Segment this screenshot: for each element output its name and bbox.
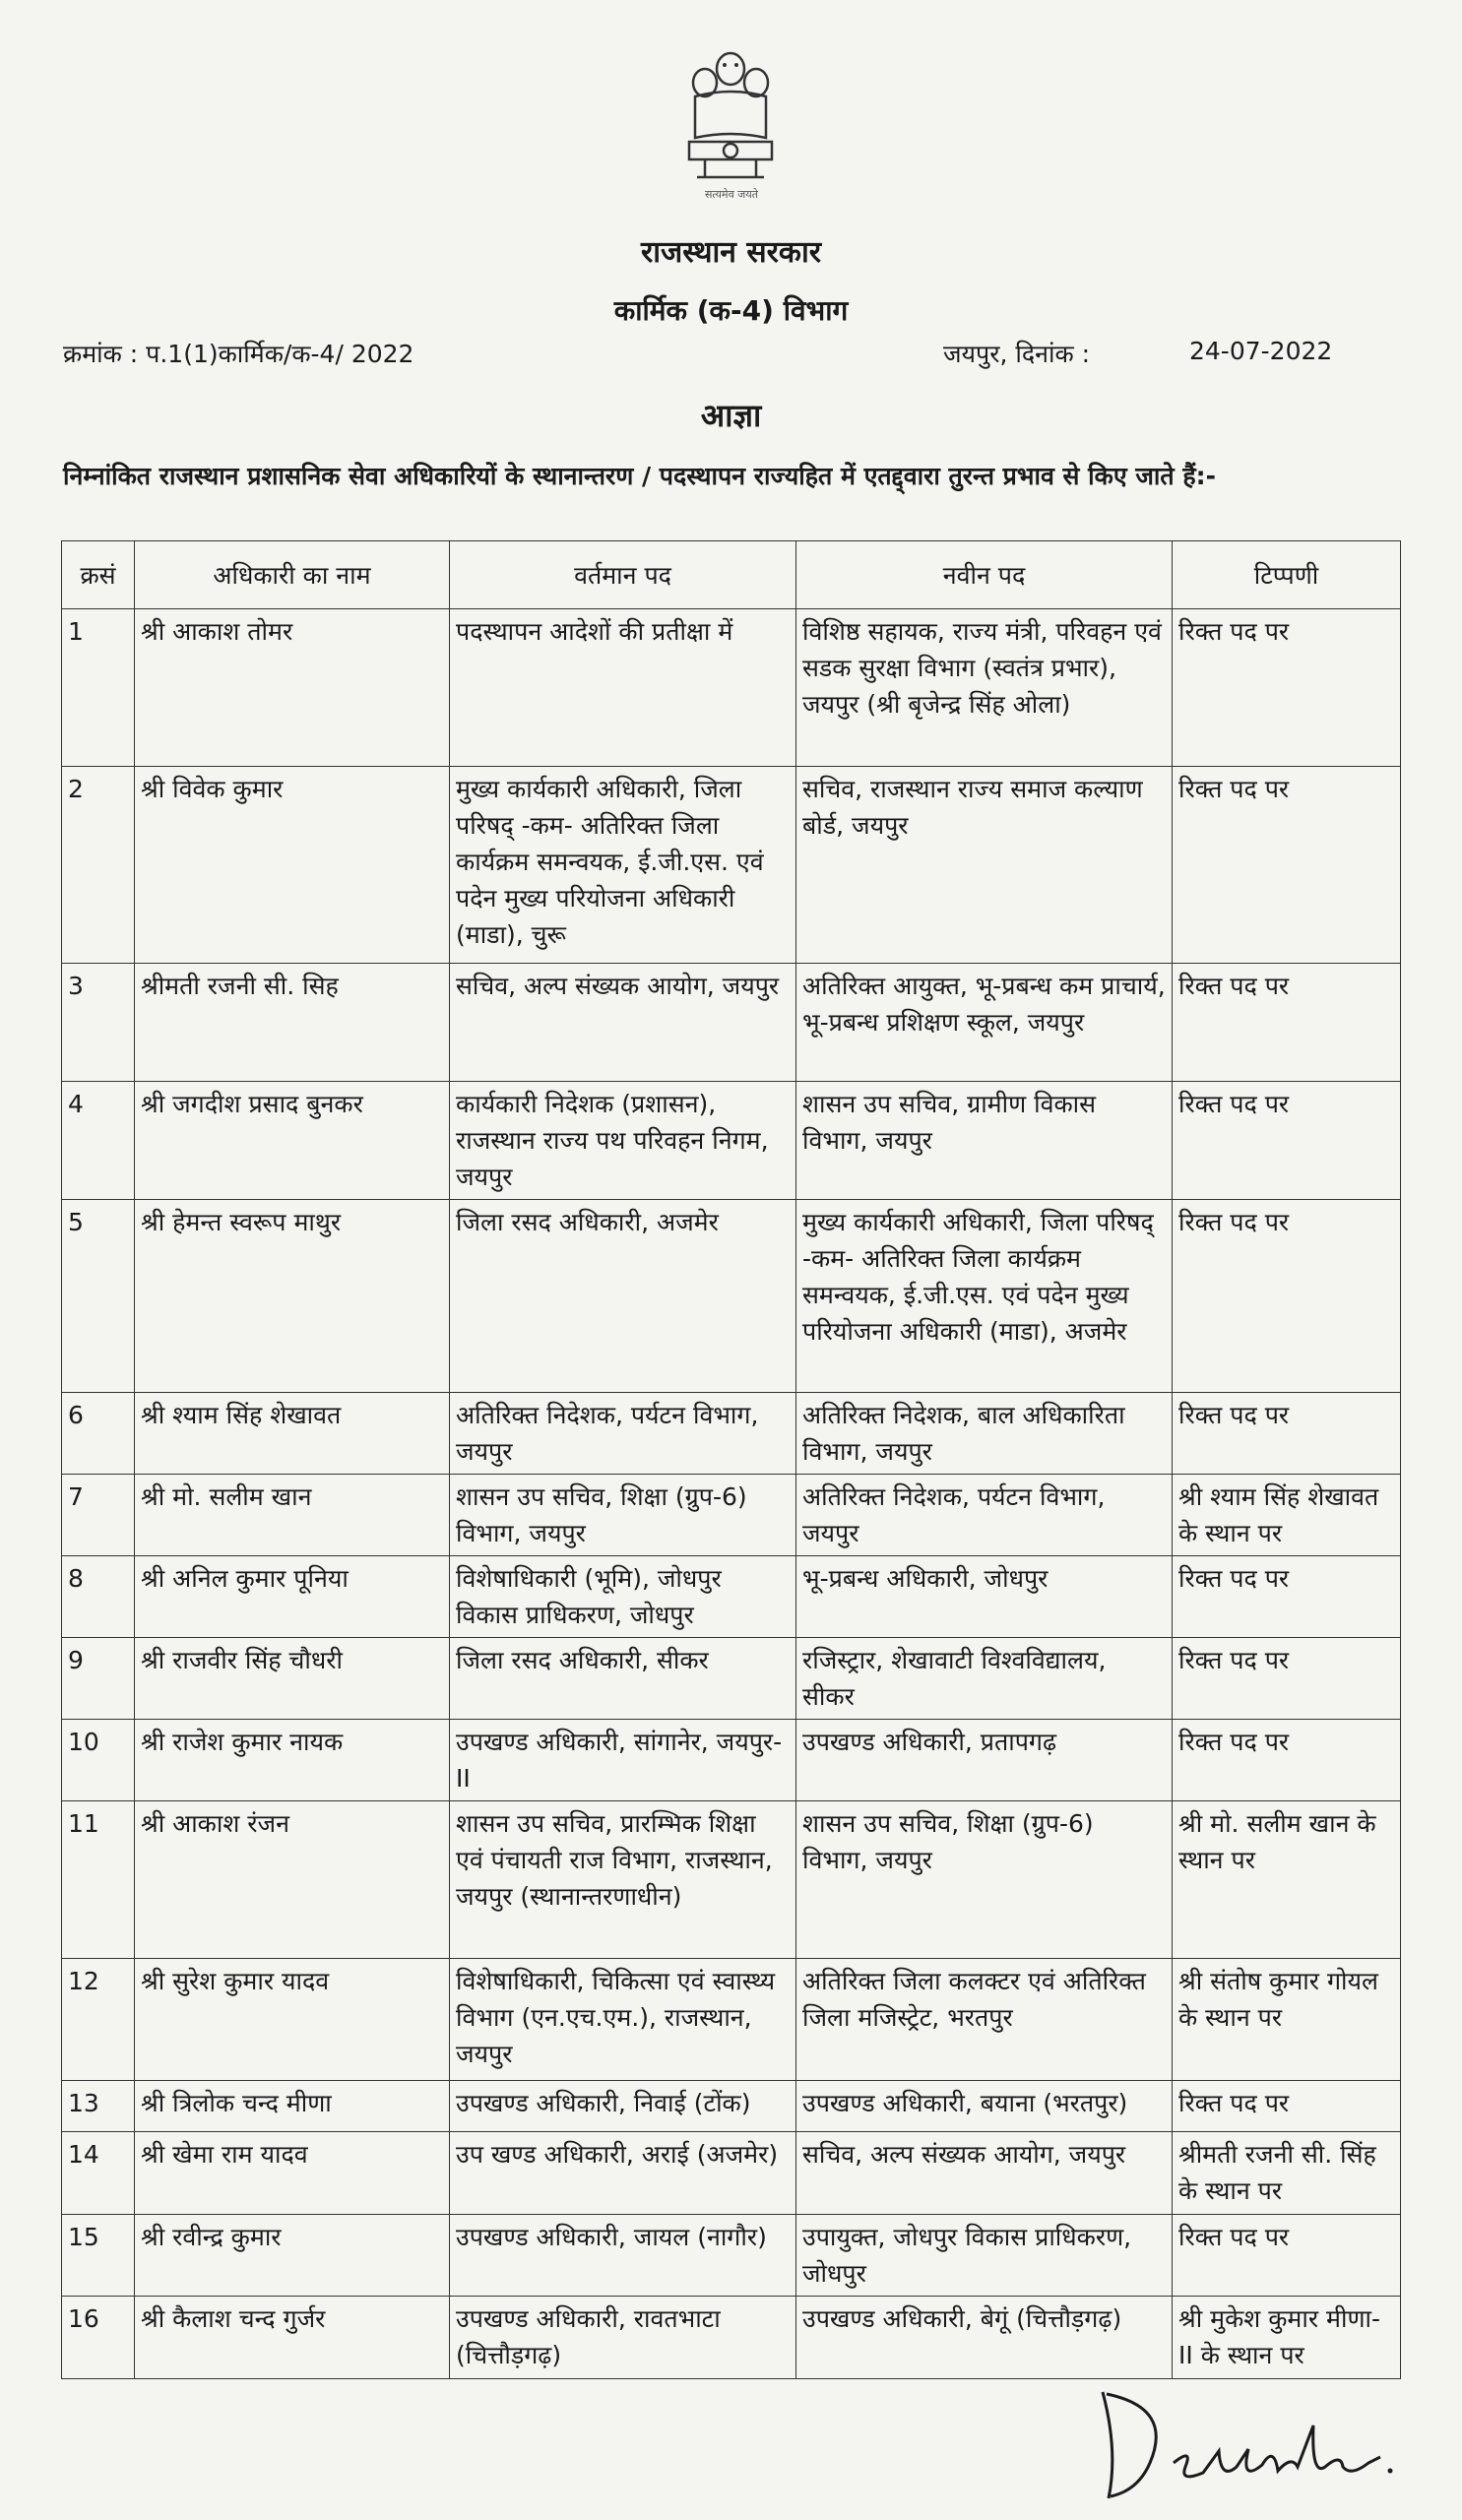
place-date-label: जयपुर, दिनांक : xyxy=(943,340,1091,368)
header-remark: टिप्पणी xyxy=(1173,541,1401,609)
cell-remark: श्री श्याम सिंह शेखावत के स्थान पर xyxy=(1173,1475,1401,1556)
cell-officer-name: श्री राजेश कुमार नायक xyxy=(135,1720,450,1801)
cell-new-post: सचिव, अल्प संख्यक आयोग, जयपुर xyxy=(796,2132,1173,2215)
cell-serial: 3 xyxy=(62,964,135,1082)
cell-serial: 2 xyxy=(62,767,135,964)
cell-current-post: सचिव, अल्प संख्यक आयोग, जयपुर xyxy=(450,964,796,1082)
table-row xyxy=(62,2215,1401,2297)
cell-current-post: जिला रसद अधिकारी, सीकर xyxy=(450,1638,796,1720)
cell-current-post: उपखण्ड अधिकारी, सांगानेर, जयपुर-II xyxy=(450,1720,796,1801)
cell-serial: 8 xyxy=(62,1556,135,1638)
cell-officer-name: श्री हेमन्त स्वरूप माथुर xyxy=(135,1200,450,1393)
table-row xyxy=(62,1959,1401,2081)
cell-remark: रिक्त पद पर xyxy=(1173,1638,1401,1720)
cell-remark: रिक्त पद पर xyxy=(1173,1082,1401,1200)
table-row xyxy=(62,609,1401,767)
table-row xyxy=(62,2081,1401,2132)
cell-remark: श्री मुकेश कुमार मीणा-II के स्थान पर xyxy=(1173,2297,1401,2379)
cell-serial: 10 xyxy=(62,1720,135,1801)
cell-new-post: अतिरिक्त निदेशक, बाल अधिकारिता विभाग, जयपुर xyxy=(796,1393,1173,1475)
cell-remark: रिक्त पद पर xyxy=(1173,767,1401,964)
cell-serial: 6 xyxy=(62,1393,135,1475)
cell-current-post: कार्यकारी निदेशक (प्रशासन), राजस्थान राज्य पथ परिवहन निगम, जयपुर xyxy=(450,1082,796,1200)
order-date: 24-07-2022 xyxy=(1189,337,1333,365)
cell-officer-name: श्री सुरेश कुमार यादव xyxy=(135,1959,450,2081)
cell-officer-name: श्री कैलाश चन्द गुर्जर xyxy=(135,2297,450,2379)
cell-remark: श्रीमती रजनी सी. सिंह के स्थान पर xyxy=(1173,2132,1401,2215)
cell-officer-name: श्री अनिल कुमार पूनिया xyxy=(135,1556,450,1638)
cell-officer-name: श्री त्रिलोक चन्द मीणा xyxy=(135,2081,450,2132)
cell-new-post: उपखण्ड अधिकारी, बेगूं (चित्तौड़गढ़) xyxy=(796,2297,1173,2379)
cell-serial: 9 xyxy=(62,1638,135,1720)
cell-remark: रिक्त पद पर xyxy=(1173,964,1401,1082)
cell-officer-name: श्री मो. सलीम खान xyxy=(135,1475,450,1556)
cell-officer-name: श्रीमती रजनी सी. सिह xyxy=(135,964,450,1082)
cell-new-post: सचिव, राजस्थान राज्य समाज कल्याण बोर्ड, जयपुर xyxy=(796,767,1173,964)
cell-new-post: उपायुक्त, जोधपुर विकास प्राधिकरण, जोधपुर xyxy=(796,2215,1173,2297)
header-current-post: वर्तमान पद xyxy=(450,541,796,609)
cell-serial: 7 xyxy=(62,1475,135,1556)
cell-new-post: शासन उप सचिव, ग्रामीण विकास विभाग, जयपुर xyxy=(796,1082,1173,1200)
cell-officer-name: श्री जगदीश प्रसाद बुनकर xyxy=(135,1082,450,1200)
cell-serial: 13 xyxy=(62,2081,135,2132)
table-row xyxy=(62,1082,1401,1200)
cell-current-post: विशेषाधिकारी, चिकित्सा एवं स्वास्थ्य विभाग (एन.एच.एम.), राजस्थान, जयपुर xyxy=(450,1959,796,2081)
government-name: राजस्थान सरकार xyxy=(640,235,822,270)
table-row xyxy=(62,1720,1401,1801)
cell-remark: रिक्त पद पर xyxy=(1173,1556,1401,1638)
cell-new-post: उपखण्ड अधिकारी, बयाना (भरतपुर) xyxy=(796,2081,1173,2132)
cell-remark: रिक्त पद पर xyxy=(1173,2215,1401,2297)
table-row xyxy=(62,1556,1401,1638)
cell-remark: श्री संतोष कुमार गोयल के स्थान पर xyxy=(1173,1959,1401,2081)
table-row xyxy=(62,1475,1401,1556)
cell-remark: रिक्त पद पर xyxy=(1173,1200,1401,1393)
cell-officer-name: श्री विवेक कुमार xyxy=(135,767,450,964)
cell-current-post: पदस्थापन आदेशों की प्रतीक्षा में xyxy=(450,609,796,767)
table-row xyxy=(62,2132,1401,2215)
cell-current-post: मुख्य कार्यकारी अधिकारी, जिला परिषद् -कम- अतिरिक्त जिला कार्यक्रम समन्वयक, ई.जी.एस. एवं पदेन मुख्य परियोजना अधिकारी (माडा), चुरू xyxy=(450,767,796,964)
cell-current-post: उप खण्ड अधिकारी, अराई (अजमेर) xyxy=(450,2132,796,2215)
cell-current-post: शासन उप सचिव, शिक्षा (ग्रुप-6) विभाग, जयपुर xyxy=(450,1475,796,1556)
table-row xyxy=(62,1801,1401,1959)
cell-serial: 11 xyxy=(62,1801,135,1959)
order-title: आज्ञा xyxy=(700,397,762,434)
cell-new-post: अतिरिक्त आयुक्त, भू-प्रबन्ध कम प्राचार्य, भू-प्रबन्ध प्रशिक्षण स्कूल, जयपुर xyxy=(796,964,1173,1082)
table-header-row xyxy=(62,541,1401,609)
cell-current-post: शासन उप सचिव, प्रारम्भिक शिक्षा एवं पंचायती राज विभाग, राजस्थान, जयपुर (स्थानान्तरणाधीन) xyxy=(450,1801,796,1959)
cell-current-post: जिला रसद अधिकारी, अजमेर xyxy=(450,1200,796,1393)
cell-serial: 4 xyxy=(62,1082,135,1200)
transfer-table xyxy=(61,540,1401,2379)
header-serial: क्रसं xyxy=(62,541,135,609)
cell-current-post: उपखण्ड अधिकारी, जायल (नागौर) xyxy=(450,2215,796,2297)
cell-officer-name: श्री खेमा राम यादव xyxy=(135,2132,450,2215)
cell-new-post: रजिस्ट्रार, शेखावाटी विश्वविद्यालय, सीकर xyxy=(796,1638,1173,1720)
cell-officer-name: श्री श्याम सिंह शेखावत xyxy=(135,1393,450,1475)
cell-remark: रिक्त पद पर xyxy=(1173,2081,1401,2132)
cell-new-post: उपखण्ड अधिकारी, प्रतापगढ़ xyxy=(796,1720,1173,1801)
cell-officer-name: श्री आकाश तोमर xyxy=(135,609,450,767)
cell-officer-name: श्री रवीन्द्र कुमार xyxy=(135,2215,450,2297)
cell-officer-name: श्री राजवीर सिंह चौधरी xyxy=(135,1638,450,1720)
table-row xyxy=(62,767,1401,964)
table-row xyxy=(62,964,1401,1082)
cell-current-post: अतिरिक्त निदेशक, पर्यटन विभाग, जयपुर xyxy=(450,1393,796,1475)
cell-serial: 14 xyxy=(62,2132,135,2215)
table-row xyxy=(62,1200,1401,1393)
cell-current-post: विशेषाधिकारी (भूमि), जोधपुर विकास प्राधिकरण, जोधपुर xyxy=(450,1556,796,1638)
table-row xyxy=(62,1638,1401,1720)
cell-current-post: उपखण्ड अधिकारी, रावतभाटा (चित्तौड़गढ़) xyxy=(450,2297,796,2379)
cell-serial: 1 xyxy=(62,609,135,767)
cell-new-post: मुख्य कार्यकारी अधिकारी, जिला परिषद् -कम- अतिरिक्त जिला कार्यक्रम समन्वयक, ई.जी.एस. एवं पदेन मुख्य परियोजना अधिकारी (माडा), अजमेर xyxy=(796,1200,1173,1393)
handwritten-signature xyxy=(1083,2372,1437,2510)
cell-officer-name: श्री आकाश रंजन xyxy=(135,1801,450,1959)
cell-remark: रिक्त पद पर xyxy=(1173,1393,1401,1475)
cell-new-post: अतिरिक्त निदेशक, पर्यटन विभाग, जयपुर xyxy=(796,1475,1173,1556)
cell-remark: रिक्त पद पर xyxy=(1173,1720,1401,1801)
cell-new-post: विशिष्ठ सहायक, राज्य मंत्री, परिवहन एवं सडक सुरक्षा विभाग (स्वतंत्र प्रभार), जयपुर (श्री बृजेन्द्र सिंह ओला) xyxy=(796,609,1173,767)
cell-remark: श्री मो. सलीम खान के स्थान पर xyxy=(1173,1801,1401,1959)
cell-new-post: शासन उप सचिव, शिक्षा (ग्रुप-6) विभाग, जयपुर xyxy=(796,1801,1173,1959)
cell-serial: 15 xyxy=(62,2215,135,2297)
order-number: क्रमांक : प.1(1)कार्मिक/क-4/ 2022 xyxy=(63,340,414,368)
state-emblem-icon xyxy=(675,39,786,197)
cell-serial: 12 xyxy=(62,1959,135,2081)
cell-remark: रिक्त पद पर xyxy=(1173,609,1401,767)
header-new-post: नवीन पद xyxy=(796,541,1173,609)
department-name: कार्मिक (क-4) विभाग xyxy=(613,294,849,327)
cell-serial: 16 xyxy=(62,2297,135,2379)
header-officer-name: अधिकारी का नाम xyxy=(135,541,450,609)
table-row xyxy=(62,1393,1401,1475)
cell-current-post: उपखण्ड अधिकारी, निवाई (टोंक) xyxy=(450,2081,796,2132)
table-row xyxy=(62,2297,1401,2379)
cell-new-post: अतिरिक्त जिला कलक्टर एवं अतिरिक्त जिला मजिस्ट्रेट, भरतपुर xyxy=(796,1959,1173,2081)
intro-text: निम्नांकित राजस्थान प्रशासनिक सेवा अधिकारियों के स्थानान्तरण / पदस्थापन राज्यहित में एतद्द्वारा तुरन्त प्रभाव से किए जाते हैं:- xyxy=(63,462,1216,490)
cell-new-post: भू-प्रबन्ध अधिकारी, जोधपुर xyxy=(796,1556,1173,1638)
emblem-motto: सत्यमेव जयते xyxy=(704,188,758,201)
cell-serial: 5 xyxy=(62,1200,135,1393)
